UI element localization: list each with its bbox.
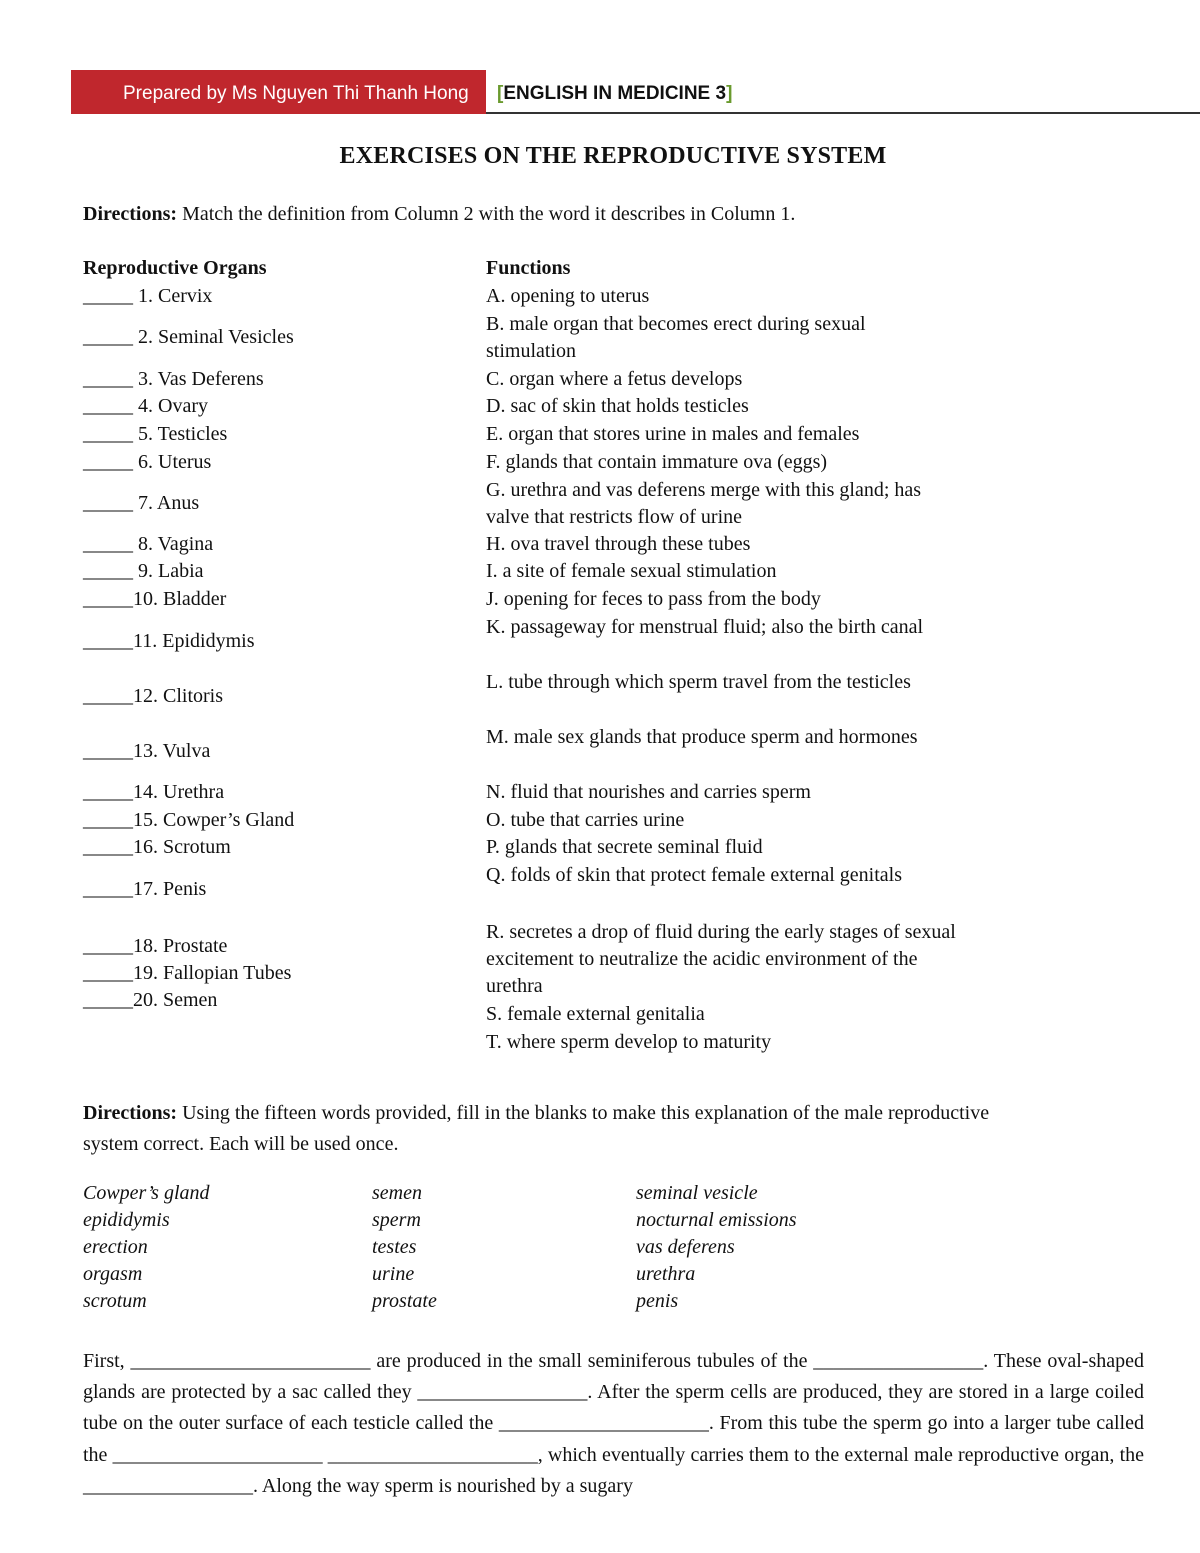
word-bank-item: scrotum [83,1290,147,1312]
function-item: R. secretes a drop of fluid during the early stages of sexual excitement to neutralize the acidic environment of the urethra [486,921,956,997]
organ-item: _____10. Bladder [83,588,227,610]
page-title: EXERCISES ON THE REPRODUCTIVE SYSTEM [339,143,887,169]
word-bank-item: semen [372,1182,422,1204]
function-item: N. fluid that nourishes and carries sperm [486,781,811,803]
word-bank-item: testes [372,1236,417,1258]
organ-item: _____ 3. Vas Deferens [83,368,264,390]
word-bank-item: epididymis [83,1209,170,1231]
word-bank-item: orgasm [83,1263,143,1285]
word-bank-item: penis [636,1290,679,1312]
organ-item: _____ 7. Anus [83,492,200,514]
function-item: D. sac of skin that holds testicles [486,395,749,417]
function-item: M. male sex glands that produce sperm and hormones [486,726,918,748]
organ-item: _____14. Urethra [83,781,225,803]
organ-item: _____ 8. Vagina [83,533,214,555]
organ-item: _____ 9. Labia [83,560,204,582]
directions-1-label: Directions: [83,203,178,225]
organ-item: _____17. Penis [83,878,207,900]
bracket-open: [ [497,83,504,104]
organ-item: _____12. Clitoris [83,685,224,707]
directions-2-label: Directions: [83,1102,178,1124]
organ-item: _____ 4. Ovary [83,395,208,417]
function-item: K. passageway for menstrual fluid; also the birth canal [486,616,924,638]
function-item: J. opening for feces to pass from the body [486,588,821,610]
course-title: ENGLISH IN MEDICINE 3 [503,83,727,104]
directions-1 [83,201,795,228]
column-header-organs: Reproductive Organs [83,257,267,279]
organ-item: _____18. Prostate [83,935,228,957]
function-item: P. glands that secrete seminal fluid [486,836,763,858]
organ-item: _____13. Vulva [83,740,211,762]
function-item: C. organ where a fetus develops [486,368,743,390]
function-item: L. tube through which sperm travel from the testicles [486,671,911,693]
organ-item: _____ 1. Cervix [83,285,213,307]
directions-2-text: Using the fifteen words provided, fill in the blanks to make this explanation of the male reproductive system correct. Each will be used once. [83,1102,990,1155]
directions-1-text: Match the definition from Column 2 with the word it describes in Column 1. [177,203,796,225]
organ-item: _____ 5. Testicles [83,423,228,445]
function-item: F. glands that contain immature ova (eggs) [486,451,828,473]
organ-item: _____19. Fallopian Tubes [83,962,292,984]
organ-item: _____ 2. Seminal Vesicles [83,326,294,348]
organ-item: _____16. Scrotum [83,836,231,858]
word-bank-item: sperm [372,1209,421,1231]
word-bank-item: vas deferens [636,1236,735,1258]
function-item: A. opening to uterus [486,285,650,307]
word-bank-item: erection [83,1236,148,1258]
word-bank-item: nocturnal emissions [636,1209,797,1231]
organ-item: _____15. Cowper’s Gland [83,809,295,831]
organ-item: _____20. Semen [83,989,218,1011]
function-item: I. a site of female sexual stimulation [486,560,777,582]
function-item: Q. folds of skin that protect female external genitals [486,864,902,886]
bracket-close: ] [726,83,733,104]
word-bank-item: prostate [372,1290,437,1312]
organ-item: _____ 6. Uterus [83,451,212,473]
organ-item: _____11. Epididymis [83,630,255,652]
function-item: E. organ that stores urine in males and females [486,423,860,445]
header-author: Prepared by Ms Nguyen Thi Thanh Hong [123,83,469,104]
column-header-functions: Functions [486,257,571,279]
header-course [497,80,732,108]
function-item: T. where sperm develop to maturity [486,1031,772,1053]
fill-in-paragraph: First, ________________________ are produced in the small seminiferous tubules of the _________________. These oval-shaped glands are protected by a sac called they _________________. After the sperm cells are produced, they are stored in a large coiled tube on the outer surface of each testicle called the _____________________. From this tube the sperm go into a larger tube called the _____________________ _____________________, which eventually carries them to the external male reproductive organ, the _________________. Along the way sperm is nourished by a sugary [83,1350,1144,1497]
function-item: B. male organ that becomes erect during sexual stimulation [486,313,866,362]
word-bank-item: urine [372,1263,415,1285]
function-item: S. female external genitalia [486,1003,705,1025]
header-divider [486,112,1200,114]
word-bank-item: urethra [636,1263,696,1285]
word-bank-item: Cowper’s gland [83,1182,210,1204]
function-item: H. ova travel through these tubes [486,533,751,555]
directions-2 [83,1098,1043,1160]
word-bank-item: seminal vesicle [636,1182,758,1204]
function-item: O. tube that carries urine [486,809,685,831]
function-item: G. urethra and vas deferens merge with this gland; has valve that restricts flow of urine [486,479,922,528]
